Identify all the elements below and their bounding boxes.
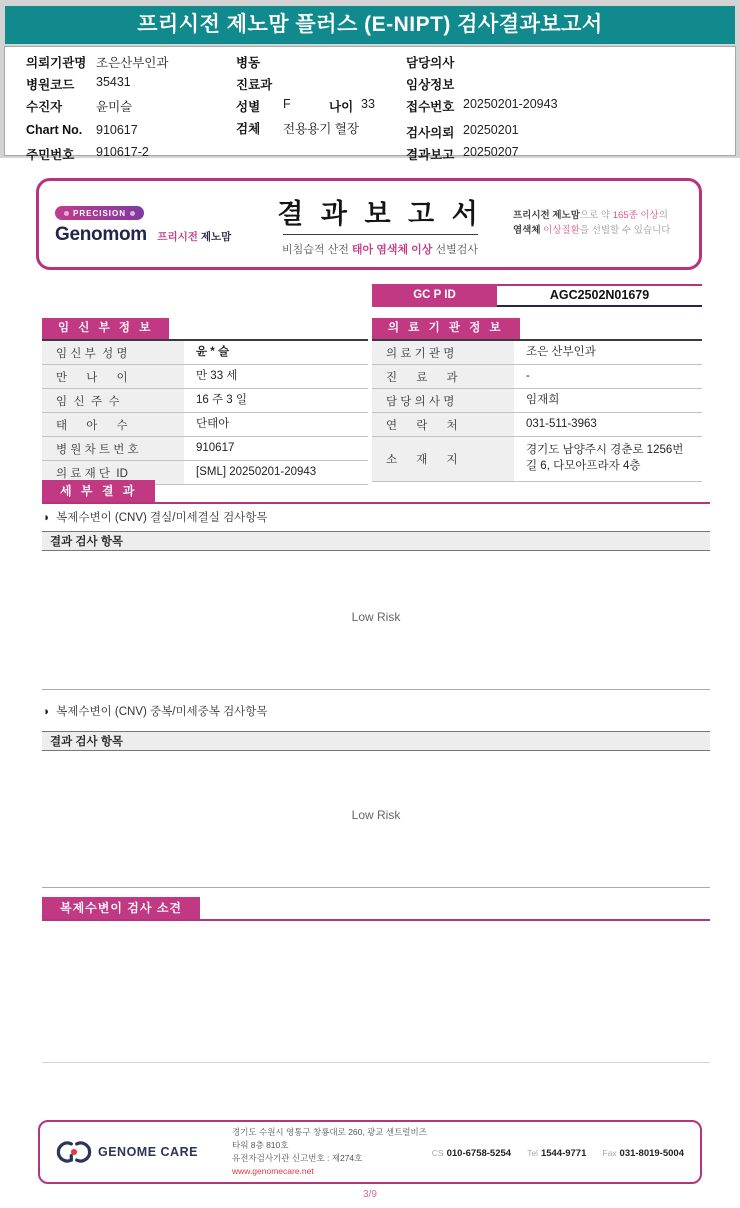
cnv-deletion-subsection-title: ◑ 복제수변이 (CNV) 결실/미세결실 검사항목: [42, 512, 268, 524]
brand-kr-precision: 프리시전: [157, 230, 198, 243]
field-label: 담당의사: [406, 56, 455, 70]
field-value: 35431: [96, 75, 131, 89]
section-divider: [42, 887, 710, 888]
row-value: -: [526, 369, 530, 382]
report-brand-box: [36, 178, 702, 270]
field-value: 조은산부인과: [96, 56, 169, 70]
table-row: [42, 413, 368, 437]
precision-badge: [55, 206, 144, 220]
row-value: 윤 * 슬: [196, 345, 230, 358]
patient-info-table: [42, 318, 368, 485]
row-value: 경기도 남양주시 경춘로 1256번길 6, 다모아프라자 4층: [526, 444, 684, 472]
half-circle-bullet-icon: ◑: [42, 512, 49, 524]
tel-contact: Tel 1544-9771: [527, 1148, 587, 1159]
clinic-info-table: [372, 318, 702, 482]
row-label: 담 당 의 사 명: [372, 389, 514, 412]
badge-dot-icon: [64, 211, 69, 216]
result-value: Low Risk: [351, 808, 401, 822]
field-value: 33: [361, 97, 375, 111]
website-link[interactable]: www.genomecare.net: [232, 1166, 314, 1177]
result-column-header: 결과 검사 항목: [42, 531, 710, 551]
row-label: 진 료 과: [372, 365, 514, 388]
title-divider: [283, 234, 478, 235]
field-label: 나이: [329, 100, 354, 114]
patient-info-header: 임 신 부 정 보: [42, 318, 169, 339]
brand-block: [55, 203, 247, 246]
badge-dot-icon: [130, 211, 135, 216]
row-value: [SML] 20250201-20943: [196, 465, 317, 478]
gcp-id-value: AGC2502N01679: [497, 284, 702, 307]
result-value: Low Risk: [351, 610, 401, 624]
badge-label: PRECISION: [73, 208, 127, 218]
table-row: [372, 365, 702, 389]
footer-address-block: [232, 1126, 432, 1179]
row-value: 031-511-3963: [526, 417, 597, 430]
half-circle-bullet-icon: ◑: [42, 706, 49, 718]
field-label: 결과보고: [406, 148, 455, 162]
field-label: 주민번호: [26, 148, 75, 162]
cnv-duplication-subsection-title: ◑ 복제수변이 (CNV) 중복/미세중복 검사항목: [42, 706, 268, 718]
report-main-title: 프리시전 제노맘 플러스 (E-NIPT) 검사결과보고서: [5, 6, 735, 44]
row-label: 의 료 재 단 ID: [42, 461, 184, 484]
row-label: 만 나 이: [42, 365, 184, 388]
field-label: 접수번호: [406, 100, 455, 114]
row-value: 임재희: [526, 393, 560, 406]
field-label: 진료과: [236, 78, 273, 92]
field-value: 910617-2: [96, 145, 149, 159]
cs-contact: CS 010-6758-5254: [431, 1148, 512, 1159]
field-label: 병동: [236, 56, 261, 70]
table-row: [372, 437, 702, 482]
brand-kr-genomom: 제노맘: [200, 230, 232, 243]
gcp-id-label: GC P ID: [372, 284, 497, 307]
genome-care-logo-block: [56, 1138, 232, 1166]
table-row: [42, 365, 368, 389]
table-row: [372, 413, 702, 437]
row-value: 조은 산부인과: [526, 345, 596, 358]
field-value: 20250207: [463, 145, 519, 159]
row-value: 만 33 세: [196, 369, 238, 382]
footer-contacts: [432, 1143, 684, 1161]
row-value: 16 주 3 일: [196, 393, 247, 406]
footer-box: [38, 1120, 702, 1184]
table-row: [42, 437, 368, 461]
row-value: 910617: [196, 441, 235, 454]
result-column-header: 결과 검사 항목: [42, 731, 710, 751]
section-divider: [42, 1062, 710, 1063]
field-value: 윤미슬: [96, 100, 133, 114]
field-label: 검사의뢰: [406, 126, 455, 140]
field-label: Chart No.: [26, 123, 83, 137]
field-value: F: [283, 97, 291, 111]
footer-address-line2: 유전자검사기관 신고번호 : 제274호: [232, 1153, 363, 1163]
fax-contact: Fax 031-8019-5004: [602, 1148, 684, 1159]
table-row: [42, 389, 368, 413]
cnv-findings-section-header: [42, 897, 710, 921]
report-subtitle: 비침습적 산전 태아 염색체 이상 선별검사: [282, 243, 478, 256]
detail-results-tab: 세 부 결 과: [42, 480, 155, 502]
footer-address-line1: 경기도 수원시 영통구 창룡대로 260, 광교 센트럴비즈타워 8층 810호: [232, 1126, 427, 1150]
report-side-note: 프리시전 제노맘으로 약 165종 이상의 염색체 이상질환을 선별할 수 있습니다: [513, 210, 671, 236]
genome-care-logo-text: GENOME CARE: [98, 1145, 198, 1159]
detail-results-section-header: [42, 480, 710, 504]
field-label: 수진자: [26, 100, 63, 114]
field-value: 910617: [96, 123, 138, 137]
genome-care-logo-icon: [56, 1138, 92, 1166]
page-number: 3/9: [363, 1189, 377, 1200]
table-row: [372, 389, 702, 413]
section-divider: [42, 689, 710, 690]
row-label: 소 재 지: [372, 437, 514, 481]
cnv-findings-tab: 복제수변이 검사 소견: [42, 897, 200, 919]
row-value: 단태아: [196, 417, 230, 430]
report-title-block: [247, 192, 513, 257]
table-row: [372, 341, 702, 365]
brand-logo-text: Genomom: [55, 223, 147, 245]
gcp-id-row: [372, 284, 702, 307]
field-label: 의뢰기관명: [26, 56, 87, 70]
table-row: [42, 341, 368, 365]
hospital-fields-panel: [4, 46, 736, 162]
hospital-header-block: [0, 0, 740, 162]
field-label: 검체: [236, 122, 261, 136]
field-value: 20250201: [463, 123, 519, 137]
row-label: 연 락 처: [372, 413, 514, 436]
report-title: 결 과 보 고 서: [277, 198, 483, 229]
row-label: 태 아 수: [42, 413, 184, 436]
field-label: 성별: [236, 100, 261, 114]
field-label: 임상정보: [406, 78, 455, 92]
field-value: 전용용기 혈장: [283, 122, 359, 136]
row-label: 임 신 주 수: [42, 389, 184, 412]
clinic-info-header: 의 료 기 관 정 보: [372, 318, 520, 339]
row-label: 임 신 부 성 명: [42, 341, 184, 364]
row-label: 병 원 차 트 번 호: [42, 437, 184, 460]
row-label: 의 료 기 관 명: [372, 341, 514, 364]
field-value: 20250201-20943: [463, 97, 558, 111]
field-label: 병원코드: [26, 78, 75, 92]
